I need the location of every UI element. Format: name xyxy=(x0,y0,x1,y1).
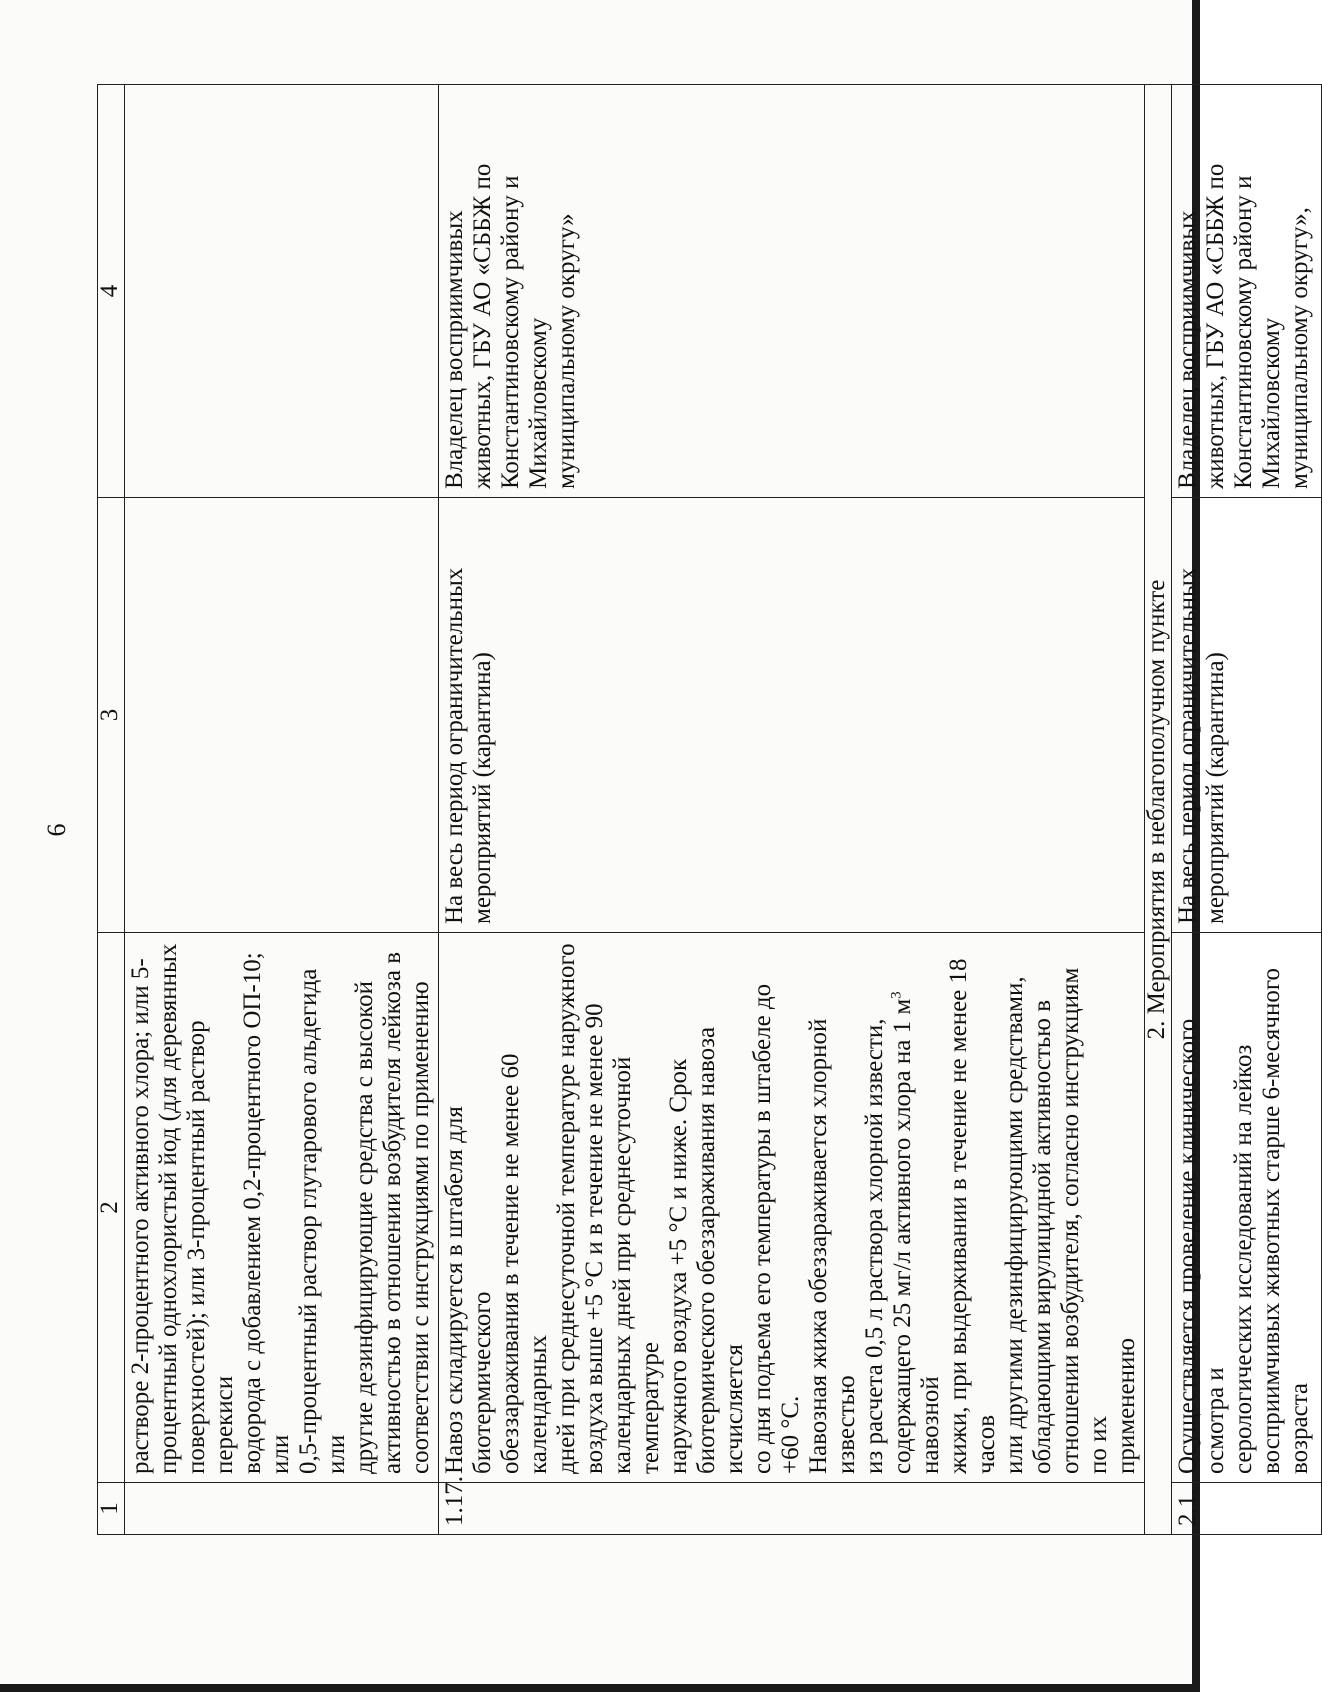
column-header-2: 2 xyxy=(98,933,125,1483)
table-row-continuation xyxy=(125,85,439,1535)
measure-text: растворе 2-процентного активного хлора; или 5- процентный однохлористый йод (для деревянных поверхностей); или 3-процентный раствор перекиси водорода с добавлением 0,2-процентного ОП-10; или 0,5-процентный раствор глутарового альдегида или другие дезинфицирующие средства с высокой активностью в отношении возбудителя лейкоза в соответствии с инструкциями по применению xyxy=(125,933,439,1483)
section-header-row xyxy=(1145,85,1172,1535)
table-row-1-17 xyxy=(439,85,1145,1535)
row-number: 1.17. xyxy=(439,1483,1145,1535)
measure-text: Осуществляется проведение клинического осмотра и серологических исследований на лейкоз восприимчивых животных старше 6-месячного возраста xyxy=(1172,933,1322,1483)
responsible-text xyxy=(125,85,439,498)
column-header-3: 3 xyxy=(98,498,125,933)
term-text xyxy=(125,498,439,933)
measure-text-part-2: навозной жижи, при выдерживании в течение не менее 18 часов или другими дезинфицирующими средствами, обладающими вирулицидной активностью в отношении возбудителя, согласно инструкциям по их применению xyxy=(917,958,1140,1474)
column-header-1: 1 xyxy=(98,1483,125,1535)
page-number: 6 xyxy=(42,823,71,837)
responsible-text: Владелец восприимчивых животных, ГБУ АО «СББЖ по Константиновскому району и Михайловскому муниципальному округу» xyxy=(439,85,1145,498)
row-number: 2.1. xyxy=(1172,1483,1322,1535)
section-title: 2. Мероприятия в неблагополучном пункте xyxy=(1145,85,1172,1535)
column-header-4: 4 xyxy=(98,85,125,498)
measures-table xyxy=(97,84,1322,1535)
term-text: На весь период ограничительных мероприятий (карантина) xyxy=(439,498,1145,933)
table-header-row xyxy=(98,85,125,1535)
term-text: На весь период ограничительных мероприятий (карантина) xyxy=(1172,498,1322,933)
responsible-text: Владелец восприимчивых животных, ГБУ АО «СББЖ по Константиновскому району и Михайловскому муниципальному округу», xyxy=(1172,85,1322,498)
measure-text xyxy=(439,933,1145,1483)
row-number xyxy=(125,1483,439,1535)
cubic-superscript: 3 xyxy=(888,991,905,999)
measure-text-part-1: Навоз складируется в штабеля для биотермического обеззараживания в течение не менее 60 календарных дней при среднесуточной температуре наружного воздуха выше +5 °С и в течение не менее 90 календарных дней при среднесуточной температуре наружного воздуха +5 °С и ниже. Срок биотермического обеззараживания навоза исчисляется со дня подъема его температуры в штабеле до +60 °С. Навозная жижа обеззараживается хлорной известью из расчета 0,5 л раствора хлорной извести, содержащего 25 мг/л активного хлора на 1 м xyxy=(441,943,916,1474)
table-row-2-1 xyxy=(1172,85,1322,1535)
